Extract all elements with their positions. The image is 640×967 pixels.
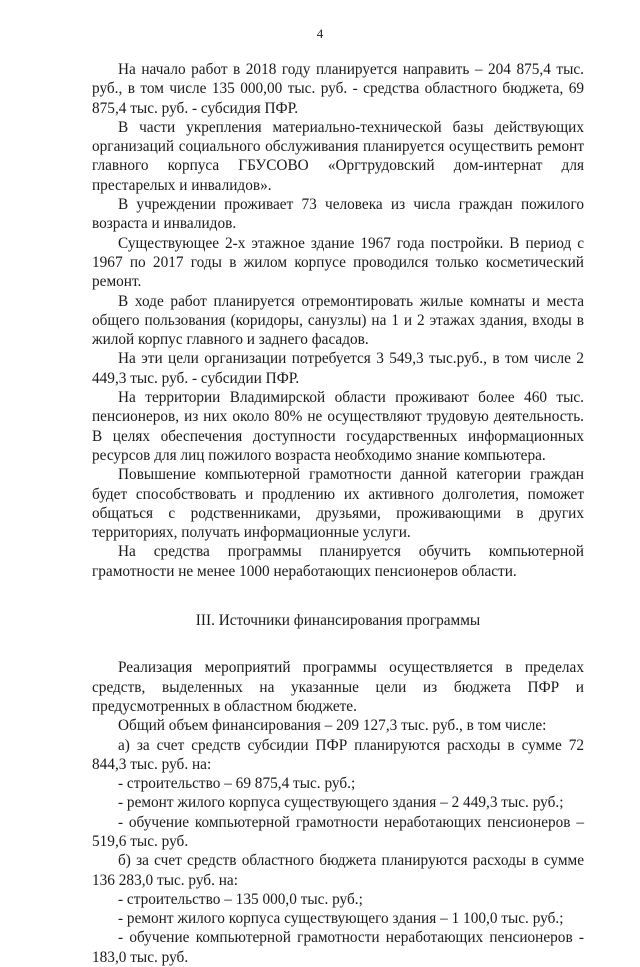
list-item-regional-training: - обучение компьютерной грамотности неработающих пенсионеров - 183,0 тыс. руб. xyxy=(92,929,584,966)
list-item-pfr-construction: - строительство – 69 875,4 тыс. руб.; xyxy=(118,775,356,793)
list-item-regional-construction: - строительство – 135 000,0 тыс. руб.; xyxy=(118,890,363,908)
paragraph-pensioners: На территории Владимирской области проживают более 460 тыс. пенсионеров, из них около 80% не осуществляют трудовую деятельность. В целях обеспечения доступности государственных информационных ресурсов для лиц пожилого возраста необходимо знание компьютера. xyxy=(92,389,584,464)
list-item-regional-budget: б) за счет средств областного бюджета планируются расходы в сумме 136 283,0 тыс. руб. на: xyxy=(92,852,584,889)
paragraph-computer-literacy: Повышение компьютерной грамотности данной категории граждан будет способствовать и продлению их активного долголетия, поможет общаться с родственниками, друзьями, проживающими в других территориях, получать информационные услуги. xyxy=(92,466,584,542)
list-item-pfr-training: - обучение компьютерной грамотности неработающих пенсионеров – 519,6 тыс. руб. xyxy=(92,813,584,850)
list-item-pfr-subsidy: а) за счет средств субсидии ПФР планируются расходы в сумме 72 844,3 тыс. руб. на: xyxy=(92,736,584,773)
paragraph-funding-2018: На начало работ в 2018 году планируется направить – 204 875,4 тыс. руб., в том числе 135 000,00 тыс. руб. - средства областного бюджета, 69 875,4 тыс. руб. - субсидия ПФР. xyxy=(92,61,584,117)
paragraph-repair-cost: На эти цели организации потребуется 3 549,3 тыс.руб., в том числе 2 449,3 тыс. руб. - субсидии ПФР. xyxy=(92,350,584,387)
page-number: 4 xyxy=(316,26,324,41)
paragraph-repair-works: В ходе работ планируется отремонтировать жилые комнаты и места общего пользования (коридоры, санузлы) на 1 и 2 этажах здания, входы в жилой корпус главного и заднего фасадов. xyxy=(92,292,584,349)
list-item-pfr-repair: - ремонт жилого корпуса существующего здания – 2 449,3 тыс. руб.; xyxy=(118,794,564,812)
paragraph-training-goal: На средства программы планируется обучить компьютерной грамотности не менее 1000 неработающих пенсионеров области. xyxy=(92,543,584,580)
document-body xyxy=(92,60,584,967)
paragraph-material-base: В части укрепления материально-технической базы действующих организаций социального обслуживания планируется осуществить ремонт главного корпуса ГБУСОВО «Оргтрудовский дом-интернат для престарелых и инвалидов». xyxy=(92,118,584,194)
list-item-regional-repair: - ремонт жилого корпуса существующего здания – 1 100,0 тыс. руб.; xyxy=(118,910,564,928)
paragraph-residents: В учреждении проживает 73 человека из числа граждан пожилого возраста и инвалидов. xyxy=(92,196,584,233)
section-heading: III. Источники финансирования программы xyxy=(195,612,481,630)
paragraph-implementation: Реализация мероприятий программы осуществляется в пределах средств, выделенных на указанные цели из бюджета ПФР и предусмотренных в областном бюджете. xyxy=(92,659,584,715)
paragraph-total-funding: Общий объем финансирования – 209 127,3 тыс. руб., в том числе: xyxy=(118,717,547,735)
paragraph-building: Существующее 2-х этажное здание 1967 года постройки. В период с 1967 по 2017 годы в жилом корпусе проводился только косметический ремонт. xyxy=(92,234,584,291)
